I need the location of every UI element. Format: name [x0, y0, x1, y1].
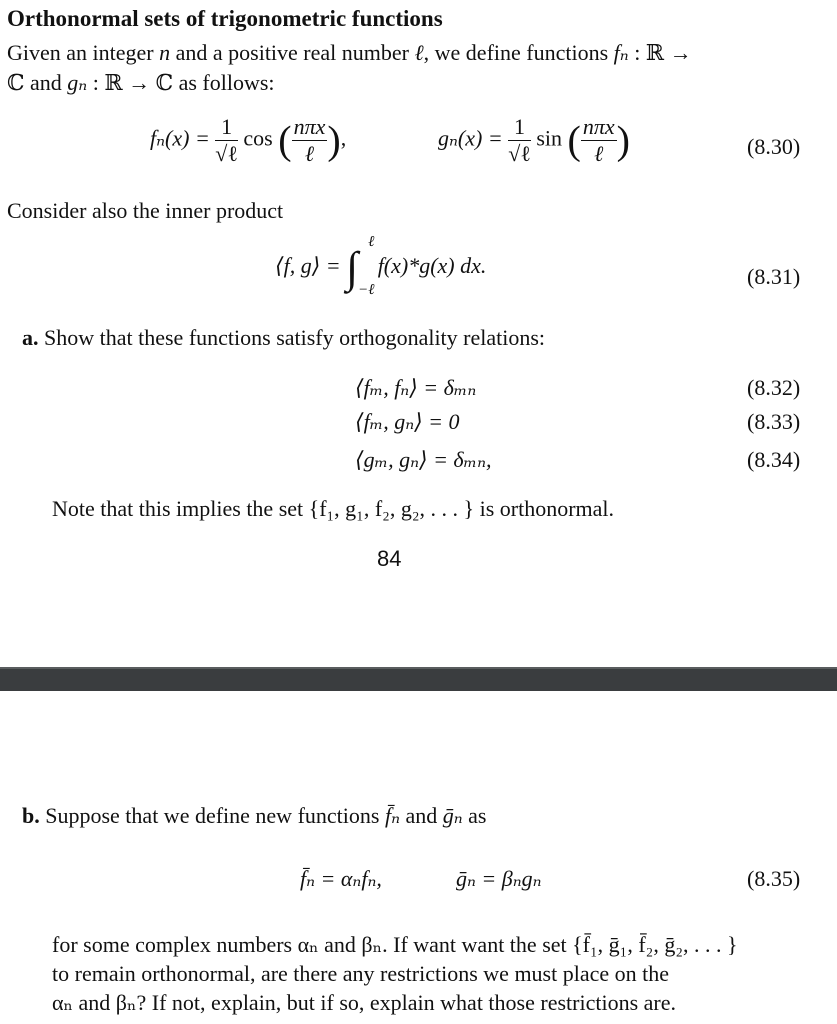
integrand: f(x)*g(x) dx.	[377, 253, 487, 279]
denominator: ℓ	[304, 141, 315, 166]
symbol-n: n	[159, 40, 171, 65]
equation-number-8-35: (8.35)	[747, 866, 801, 891]
numerator: nπx	[582, 114, 615, 139]
symbol-gbar: ḡₙ	[456, 866, 476, 891]
equation-text: = αₙfₙ,	[320, 866, 382, 891]
numerator: nπx	[293, 114, 326, 139]
equation-text: ⟨fₘ, gₙ⟩ = 0	[355, 409, 460, 434]
final-line-1: for some complex numbers αₙ and βₙ. If want want the set {f̄₁, ḡ₁, f̄₂, ḡ₂, . . . }	[52, 932, 738, 957]
sin-label: sin	[536, 125, 562, 151]
note-text: Note that this implies the set {f₁, g₁, f₂, g₂, . . . } is orthonormal.	[52, 496, 615, 521]
paren-right: )	[327, 117, 341, 163]
final-line-2: to remain orthonormal, are there any restrictions we must place on the	[52, 961, 670, 986]
denominator: √ℓ	[508, 141, 531, 166]
symbol-gn: gₙ	[67, 70, 88, 95]
symbol-fbar: f̄ₙ	[300, 866, 316, 891]
intro-text: and a positive real number	[170, 40, 415, 65]
equation-8-34	[355, 447, 492, 473]
integral-sign: ∫ ℓ −ℓ	[346, 234, 375, 298]
equation-8-33	[355, 409, 460, 435]
part-a-text: Show that these functions satisfy orthogonality relations:	[44, 325, 546, 350]
equation-8-32	[355, 375, 476, 401]
equation-8-30-g	[438, 116, 630, 165]
fraction-one-over-sqrt-l	[508, 116, 531, 165]
intro-line-1	[7, 38, 692, 67]
intro-text: Given an integer	[7, 40, 160, 65]
intro-text: ℂ and	[7, 70, 68, 95]
part-b-text: and	[399, 803, 443, 828]
symbol-fbar: f̄ₙ	[384, 803, 400, 828]
intro-text: : ℝ → ℂ as follows:	[87, 70, 275, 95]
integral-lower-limit: −ℓ	[358, 282, 375, 298]
equation-text: ⟨fₘ, fₙ⟩ = δₘₙ	[355, 375, 477, 400]
equation-8-31	[275, 234, 487, 298]
paren-right: )	[616, 117, 630, 163]
paren-left: (	[567, 117, 581, 163]
numerator: 1	[215, 116, 238, 141]
page-divider	[0, 667, 837, 691]
denominator: ℓ	[594, 141, 604, 166]
part-a	[22, 323, 545, 352]
page-number: 84	[377, 546, 402, 571]
intro-text: : ℝ →	[628, 40, 692, 65]
part-b-text: as	[462, 803, 487, 828]
symbol-gbar: ḡₙ	[442, 803, 463, 828]
equation-number-8-30: (8.30)	[747, 134, 801, 159]
intro-text: , we define functions	[423, 40, 614, 65]
equation-8-35-left	[300, 866, 382, 892]
symbol-fn: fₙ	[613, 40, 629, 65]
equation-text: = βₙgₙ	[481, 866, 542, 891]
equation-8-30-f: fₙ(x) = $\frac{1}{\text{√ℓ}}$ cos ( $\frac{\text{nπx}}{\text{ℓ}}$ ),	[150, 114, 347, 166]
equation-number-8-32: (8.32)	[747, 375, 801, 400]
fraction-npix-over-l	[292, 116, 328, 165]
final-line-3: αₙ and βₙ? If not, explain, but if so, explain what those restrictions are.	[52, 990, 676, 1015]
cos-label: cos	[243, 125, 273, 151]
part-b-text: Suppose that we define new functions	[45, 803, 385, 828]
equation-8-35-right	[456, 866, 542, 892]
intro-line-2	[7, 68, 275, 97]
consider-text: Consider also the inner product	[7, 198, 284, 223]
section-title: Orthonormal sets of trigonometric functions	[7, 6, 443, 31]
integral-upper-limit: ℓ	[368, 234, 375, 250]
paren-left: (	[278, 117, 292, 163]
part-a-label: a.	[22, 325, 39, 350]
part-b-label: b.	[22, 803, 40, 828]
fraction-one-over-sqrt-l	[215, 116, 238, 165]
inner-product-lhs: ⟨f, g⟩ =	[275, 253, 341, 279]
equation-text: ⟨gₘ, gₙ⟩ = δₘₙ,	[355, 447, 492, 472]
symbol-ell: ℓ	[414, 40, 424, 65]
numerator: 1	[508, 116, 531, 141]
g-lhs: gₙ(x) =	[438, 125, 503, 151]
part-b	[22, 801, 487, 830]
equation-number-8-34: (8.34)	[747, 447, 801, 472]
f-lhs: fₙ(x) =	[150, 125, 210, 151]
equation-number-8-31: (8.31)	[747, 264, 801, 289]
equation-number-8-33: (8.33)	[747, 409, 801, 434]
denominator: √ℓ	[215, 141, 238, 166]
fraction-npix-over-l	[581, 116, 617, 165]
